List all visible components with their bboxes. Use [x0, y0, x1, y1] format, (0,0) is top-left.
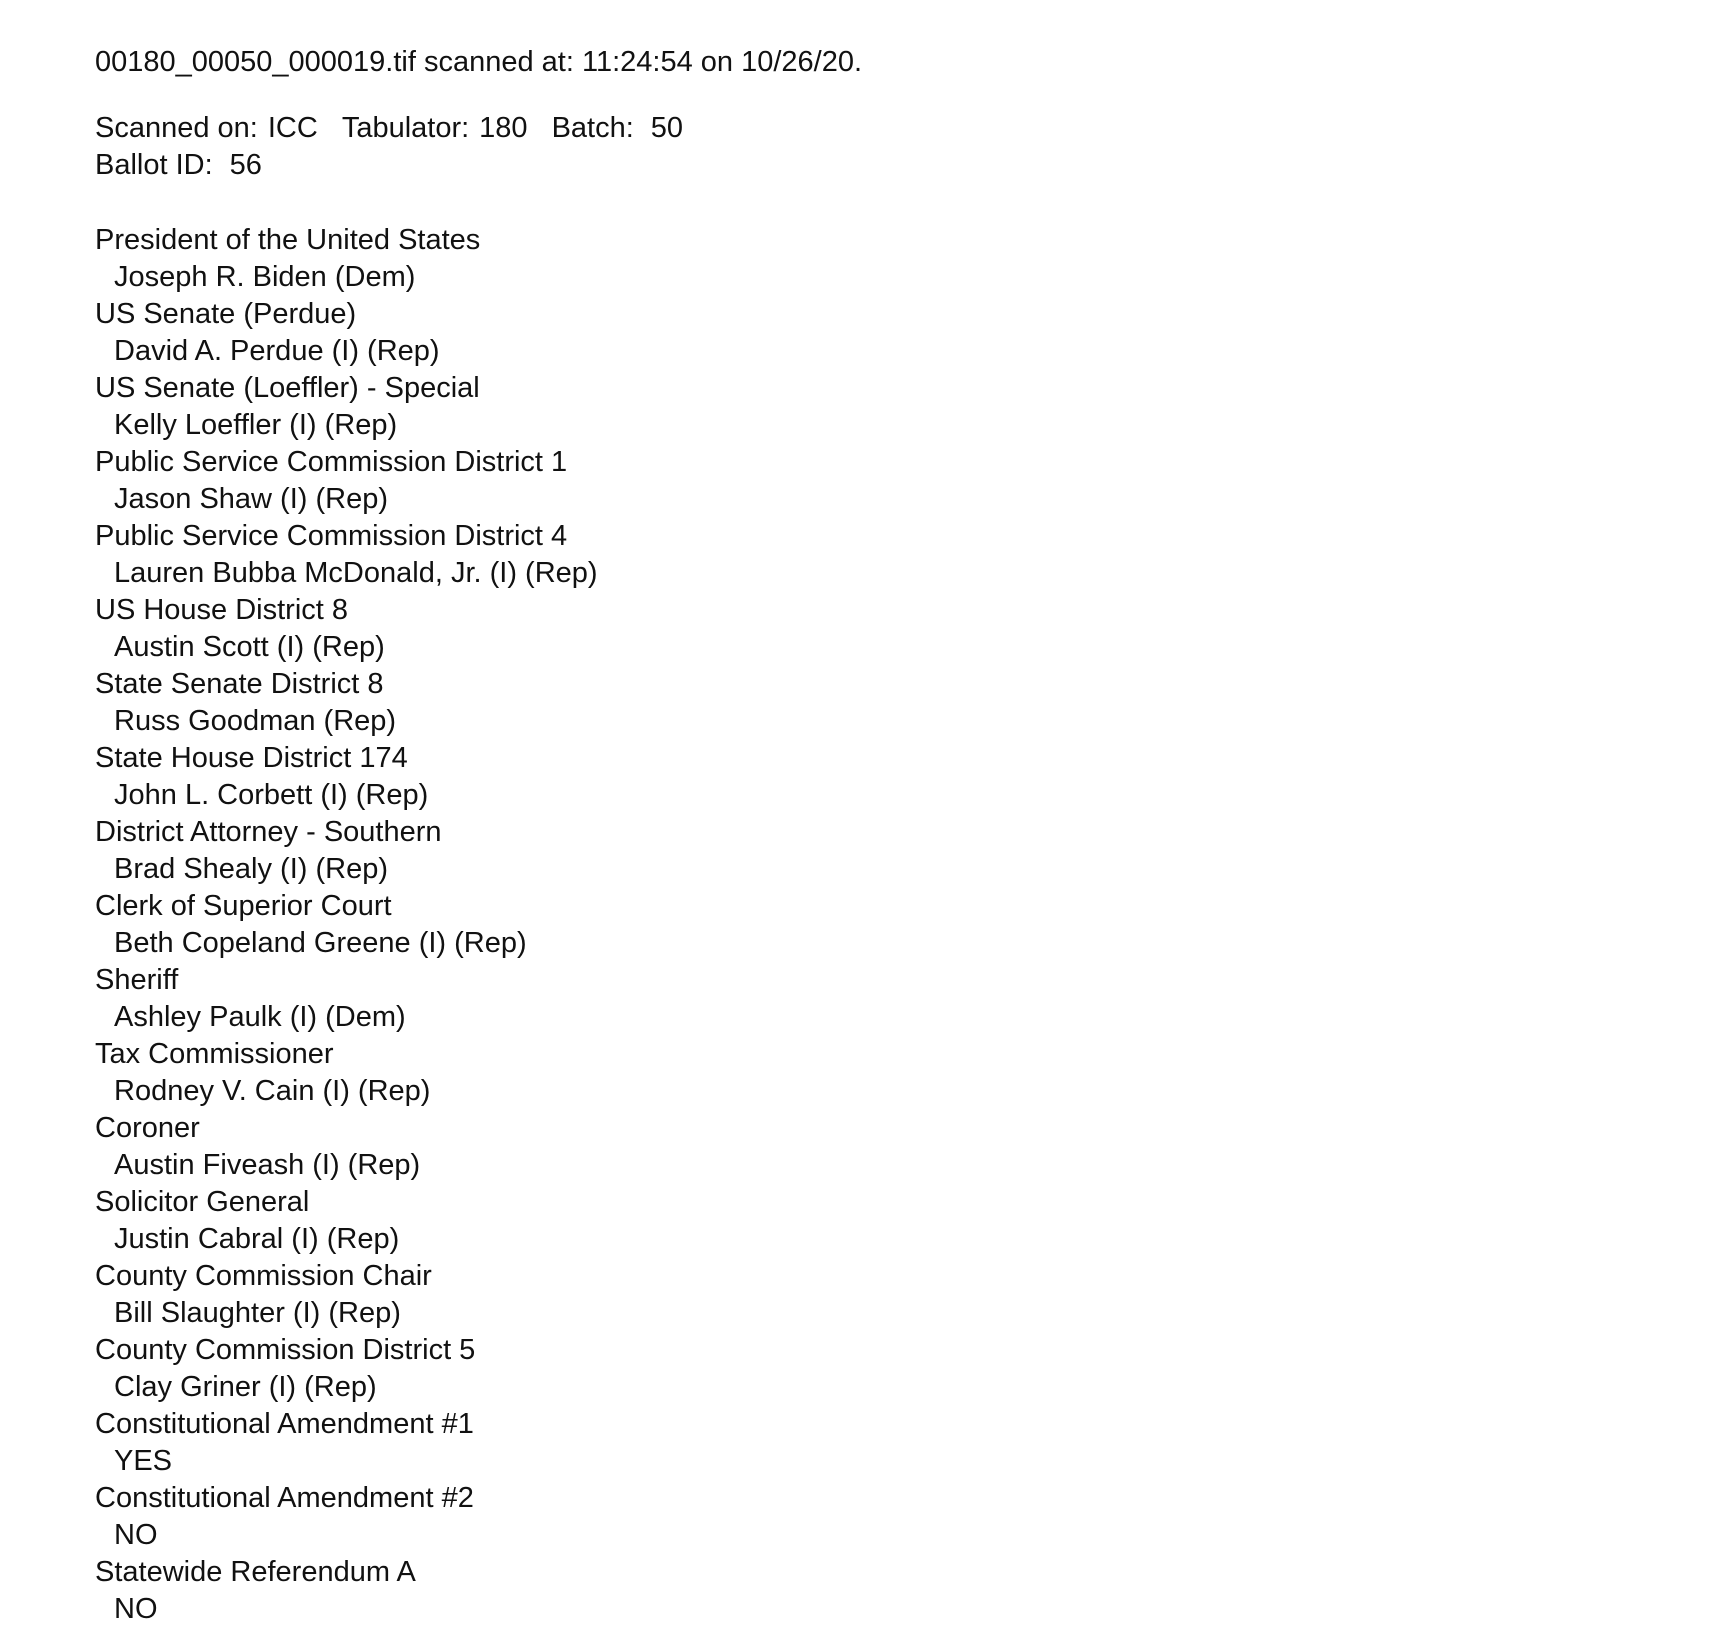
contest-row: [95, 740, 1709, 814]
contest-selection: David A. Perdue (I) (Rep): [114, 335, 440, 367]
batch-label: Batch:: [551, 112, 634, 144]
contest-row: [95, 296, 1709, 370]
contest-selection: Beth Copeland Greene (I) (Rep): [114, 927, 527, 959]
contest-row: [95, 666, 1709, 740]
contest-title: Statewide Referendum A: [95, 1556, 416, 1588]
contest-title: Sheriff: [95, 964, 179, 996]
contest-list: [95, 222, 1709, 1628]
contest-title: US Senate (Perdue): [95, 298, 357, 330]
contest-row: [95, 1406, 1709, 1480]
contest-row: [95, 1258, 1709, 1332]
contest-selection: YES: [114, 1445, 173, 1477]
contest-selection: Jason Shaw (I) (Rep): [114, 483, 388, 515]
contest-row: [95, 1110, 1709, 1184]
contest-row: [95, 888, 1709, 962]
scanned-on-value: ICC: [267, 112, 318, 144]
contest-selection: John L. Corbett (I) (Rep): [114, 779, 429, 811]
contest-title: US House District 8: [95, 594, 349, 626]
contest-row: [95, 1184, 1709, 1258]
tabulator-field: [342, 110, 528, 147]
contest-selection: NO: [114, 1593, 158, 1625]
tabulator-value: 180: [479, 112, 528, 144]
contest-selection: Rodney V. Cain (I) (Rep): [114, 1075, 431, 1107]
scanned-on-label: Scanned on:: [95, 112, 258, 144]
contest-selection: Justin Cabral (I) (Rep): [114, 1223, 400, 1255]
contest-title: Constitutional Amendment #2: [95, 1482, 474, 1514]
contest-title: County Commission Chair: [95, 1260, 432, 1292]
contest-title: Clerk of Superior Court: [95, 890, 392, 922]
spacer: [95, 184, 1709, 222]
contest-row: [95, 962, 1709, 1036]
scanned-on-field: [95, 110, 318, 147]
contest-row: [95, 444, 1709, 518]
ballot-id-field: [95, 147, 262, 184]
contest-title: Solicitor General: [95, 1186, 310, 1218]
contest-title: Public Service Commission District 4: [95, 520, 568, 552]
scan-info-line: [95, 110, 1709, 147]
contest-row: [95, 222, 1709, 296]
contest-selection: Clay Griner (I) (Rep): [114, 1371, 377, 1403]
scan-filename-line: 00180_00050_000019.tif scanned at: 11:24:54 on 10/26/20.: [95, 46, 863, 78]
contest-row: [95, 518, 1709, 592]
contest-row: [95, 592, 1709, 666]
ballot-id-value: 56: [229, 149, 262, 181]
contest-row: [95, 1554, 1709, 1628]
contest-selection: Austin Scott (I) (Rep): [114, 631, 385, 663]
contest-selection: Kelly Loeffler (I) (Rep): [114, 409, 398, 441]
contest-title: Tax Commissioner: [95, 1038, 334, 1070]
contest-title: Coroner: [95, 1112, 200, 1144]
contest-row: [95, 1480, 1709, 1554]
spacer: [95, 81, 1709, 110]
contest-row: [95, 1332, 1709, 1406]
contest-title: District Attorney - Southern: [95, 816, 442, 848]
contest-selection: Bill Slaughter (I) (Rep): [114, 1297, 401, 1329]
batch-field: [552, 110, 683, 147]
contest-title: State House District 174: [95, 742, 408, 774]
contest-selection: Brad Shealy (I) (Rep): [114, 853, 388, 885]
contest-selection: Lauren Bubba McDonald, Jr. (I) (Rep): [114, 557, 598, 589]
contest-row: [95, 814, 1709, 888]
contest-selection: Ashley Paulk (I) (Dem): [114, 1001, 406, 1033]
contest-title: Public Service Commission District 1: [95, 446, 568, 478]
contest-selection: Joseph R. Biden (Dem): [114, 261, 416, 293]
contest-row: [95, 1036, 1709, 1110]
batch-value: 50: [650, 112, 684, 144]
contest-title: President of the United States: [95, 224, 481, 256]
contest-selection: Austin Fiveash (I) (Rep): [114, 1149, 421, 1181]
contest-title: County Commission District 5: [95, 1334, 476, 1366]
ballot-id-label: Ballot ID:: [95, 149, 213, 181]
contest-title: State Senate District 8: [95, 668, 384, 700]
contest-title: US Senate (Loeffler) - Special: [95, 372, 480, 404]
contest-row: [95, 370, 1709, 444]
contest-selection: Russ Goodman (Rep): [114, 705, 397, 737]
contest-selection: NO: [114, 1519, 158, 1551]
ballot-id-line: [95, 147, 1709, 184]
contest-title: Constitutional Amendment #1: [95, 1408, 474, 1440]
tabulator-label: Tabulator:: [341, 112, 470, 144]
